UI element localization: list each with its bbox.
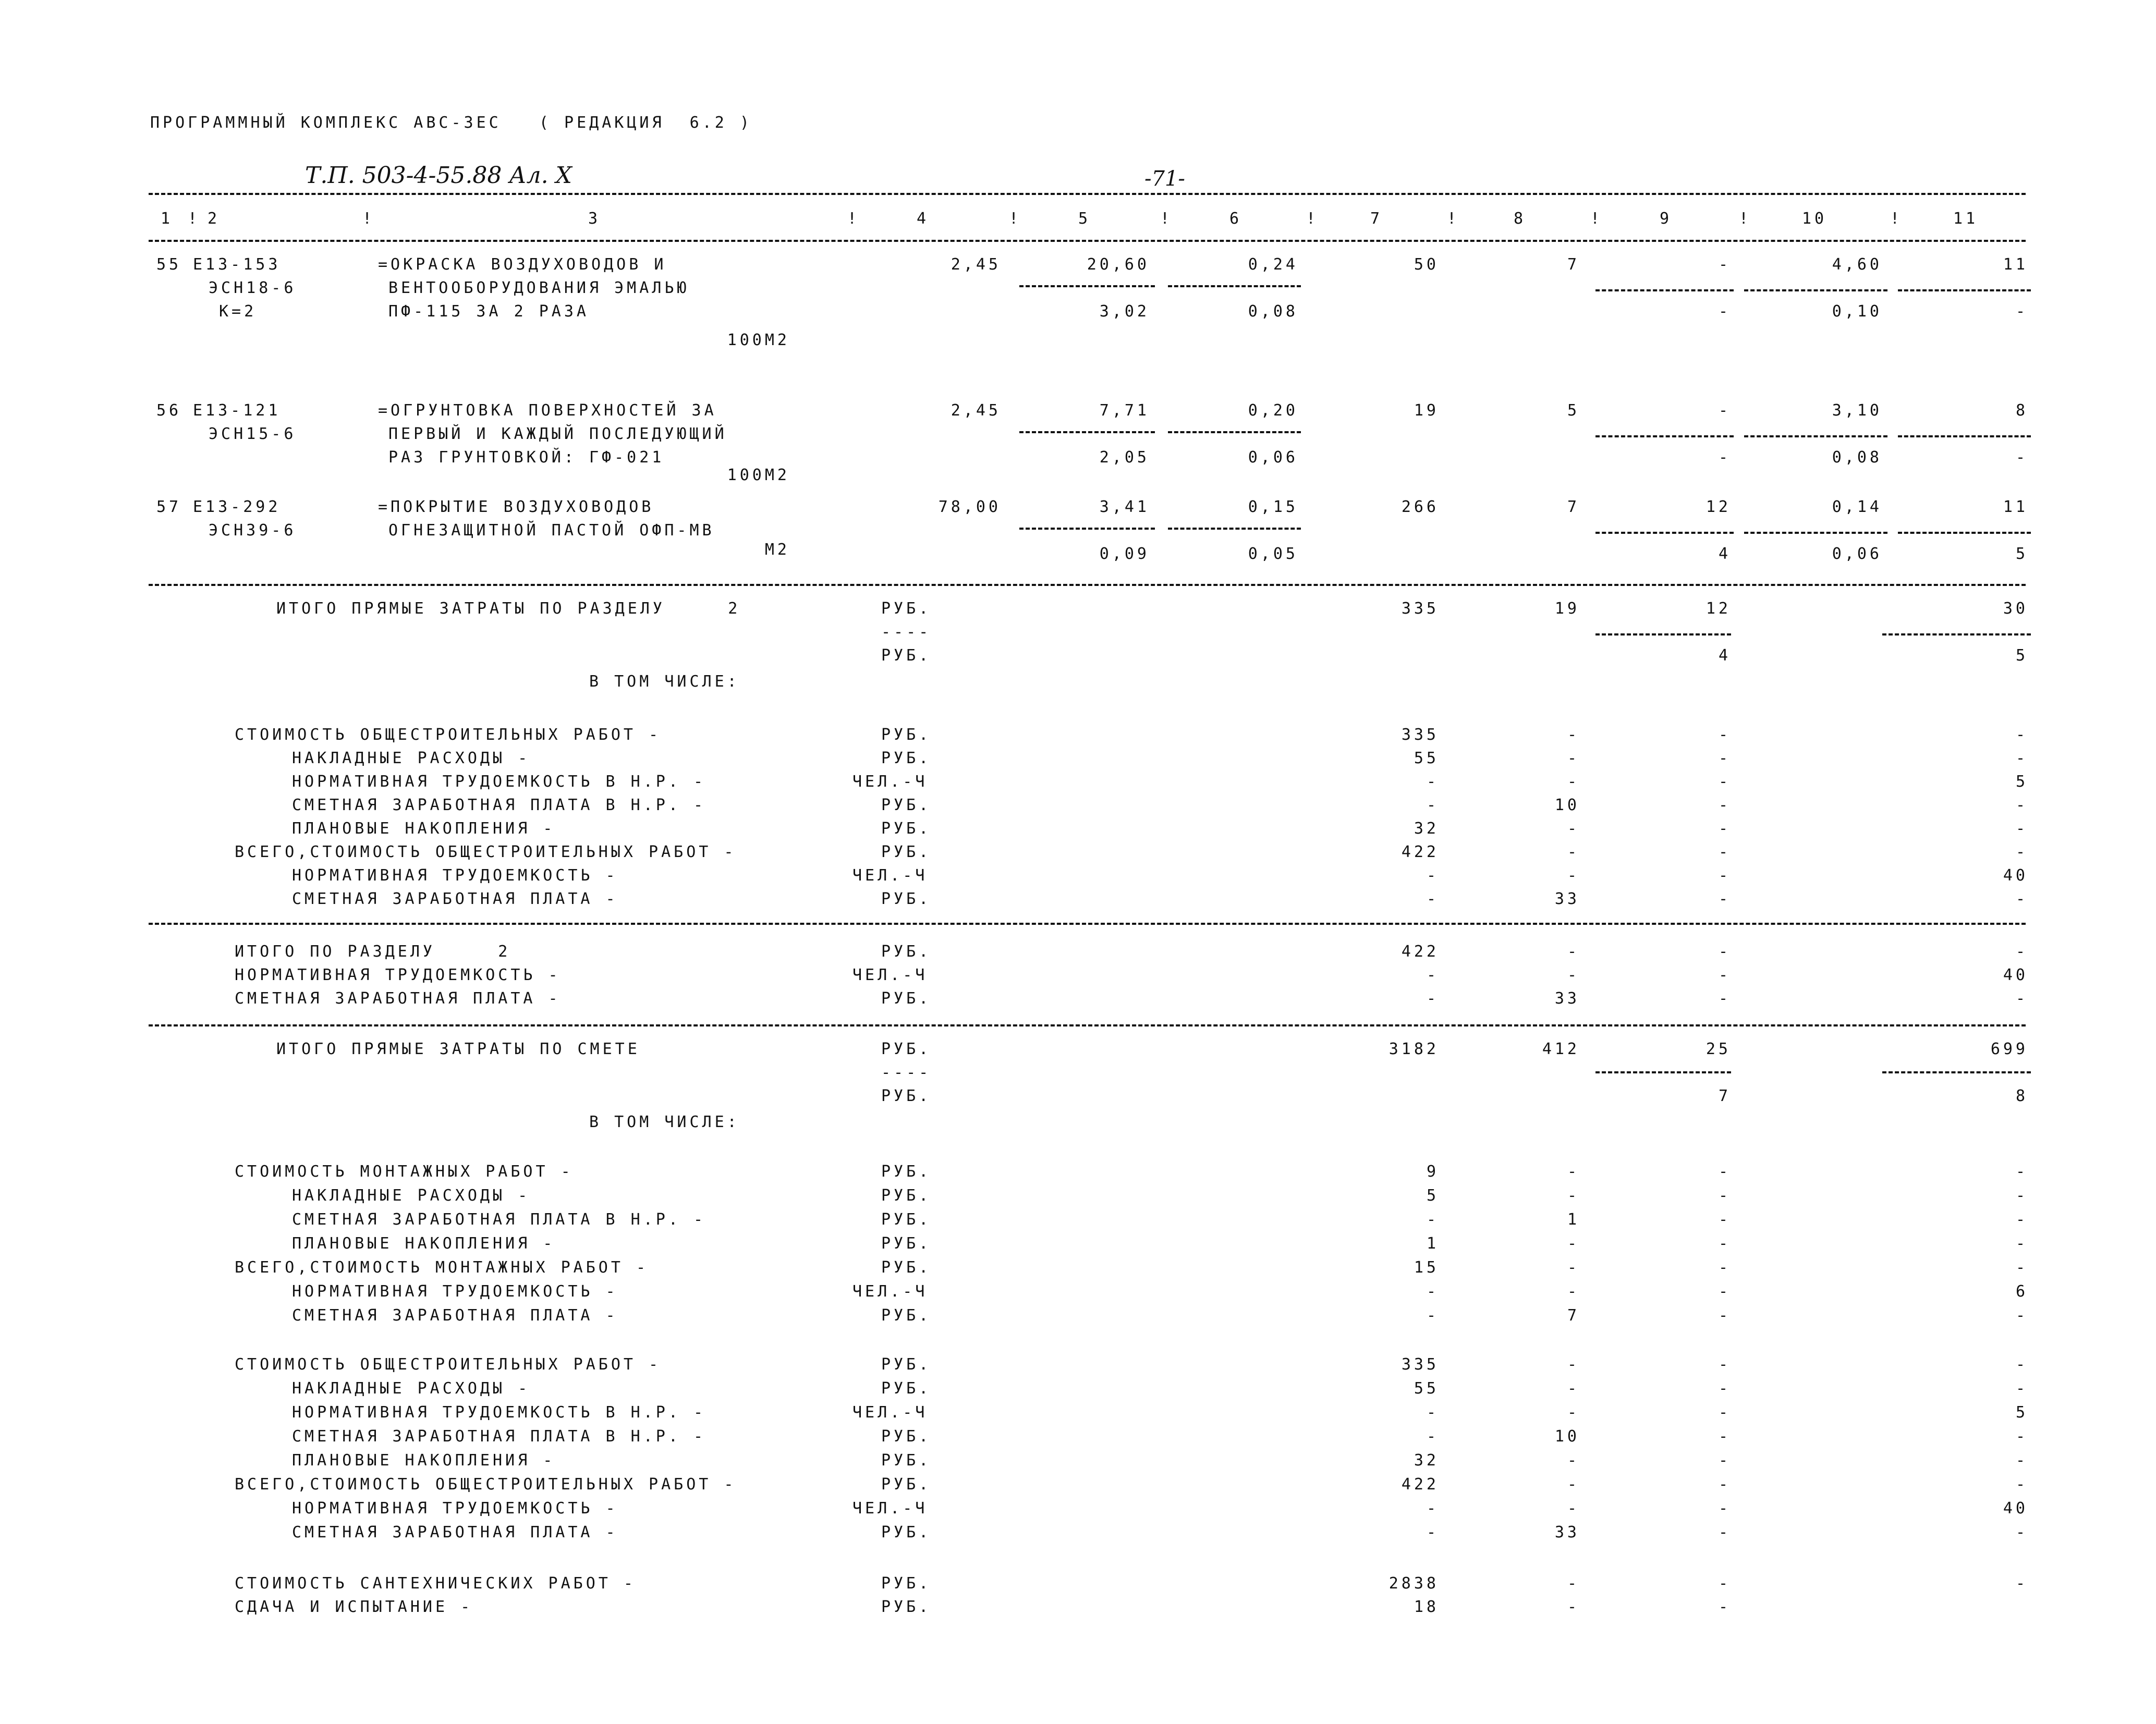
estimate-total-dash: ---- [881, 1063, 932, 1082]
page-number: -71- [1144, 167, 1185, 191]
general-works-row-labor: - [2015, 820, 2028, 838]
general-works-row-machine: - [1718, 1475, 1731, 1494]
column-number-10: 10 [1801, 210, 1828, 228]
machine-separator [1898, 532, 2031, 534]
general-works-row-unit: РУБ. [881, 1523, 932, 1542]
general-works-row-wage: - [1567, 749, 1580, 767]
machine-labor-total: - [2015, 302, 2028, 321]
item-code: Е13-292 [193, 498, 281, 516]
column-number-9: 9 [1659, 210, 1673, 228]
labor-norm: 3,10 [1832, 401, 1882, 420]
column-divider: ! [1739, 210, 1752, 228]
installation-works-row-label: СМЕТНАЯ ЗАРАБОТНАЯ ПЛАТА В Н.Р. - [292, 1211, 707, 1229]
total-wage: 5 [1567, 401, 1580, 420]
general-works-row-cost: - [1426, 1403, 1439, 1422]
general-works-row-machine: - [1718, 726, 1731, 744]
item-code-secondary: ЭСН39-6 [209, 521, 297, 540]
installation-works-row-labor: - [2015, 1187, 2028, 1205]
general-works-row-unit: РУБ. [881, 1427, 932, 1446]
general-works-row-labor: - [2015, 843, 2028, 861]
table-top-border [149, 193, 2026, 195]
machine-separator [1898, 289, 2031, 291]
section-summary-row-unit: РУБ. [881, 943, 932, 961]
general-works-row-cost: - [1426, 866, 1439, 885]
unit-price: 7,71 [1099, 401, 1150, 420]
general-works-row-cost: - [1426, 1427, 1439, 1446]
total-wage: 7 [1567, 255, 1580, 274]
machine-labor-norm: 0,06 [1832, 545, 1882, 563]
item-code: Е13-121 [193, 401, 281, 420]
general-works-row-cost: 335 [1401, 1355, 1439, 1374]
plumbing-works-row-wage: - [1567, 1574, 1580, 1593]
machine-wage: - [1718, 302, 1731, 321]
general-works-row-machine: - [1718, 773, 1731, 791]
installation-works-row-unit: ЧЕЛ.-Ч [852, 1282, 928, 1301]
column-number-5: 5 [1078, 210, 1091, 228]
general-works-row-label: СМЕТНАЯ ЗАРАБОТНАЯ ПЛАТА В Н.Р. - [292, 1427, 707, 1446]
item-code-secondary: ЭСН18-6 [209, 279, 297, 297]
price-separator [1019, 528, 1155, 530]
installation-works-row-machine: - [1718, 1258, 1731, 1277]
installation-works-row-labor: - [2015, 1211, 2028, 1229]
plumbing-works-row-machine: - [1718, 1574, 1731, 1593]
column-divider: ! [1590, 210, 1603, 228]
general-works-row-wage: - [1567, 773, 1580, 791]
item-description-line: ПФ-115 ЗА 2 РАЗА [388, 302, 589, 321]
block-separator [149, 1024, 2026, 1026]
item-description-line: =ПОКРЫТИЕ ВОЗДУХОВОДОВ [378, 498, 654, 516]
installation-works-row-label: СТОИМОСТЬ МОНТАЖНЫХ РАБОТ - [235, 1163, 574, 1181]
item-number: 57 [156, 498, 182, 516]
column-number-7: 7 [1370, 210, 1383, 228]
installation-works-row-wage: - [1567, 1282, 1580, 1301]
plumbing-works-row-labor: - [2015, 1574, 2028, 1593]
section-summary-row-wage: - [1567, 966, 1580, 984]
general-works-row-unit: ЧЕЛ.-Ч [852, 866, 928, 885]
general-works-row-labor: 5 [2015, 1403, 2028, 1422]
total-cost: 266 [1401, 498, 1439, 516]
unit-price: 3,41 [1099, 498, 1150, 516]
section-summary-row-labor: - [2015, 989, 2028, 1008]
general-works-row-label: ПЛАНОВЫЕ НАКОПЛЕНИЯ - [292, 820, 556, 838]
installation-works-row-machine: - [1718, 1306, 1731, 1325]
installation-works-row-machine: - [1718, 1163, 1731, 1181]
general-works-row-machine: - [1718, 890, 1731, 908]
labor-total: 11 [2003, 498, 2028, 516]
machine-separator [1595, 435, 1734, 437]
installation-works-row-label: НОРМАТИВНАЯ ТРУДОЕМКОСТЬ - [292, 1282, 618, 1301]
column-divider: ! [362, 210, 375, 228]
general-works-row-machine: - [1718, 1499, 1731, 1518]
general-works-row-wage: - [1567, 1379, 1580, 1398]
estimate-total-label: ИТОГО ПРЯМЫЕ ЗАТРАТЫ ПО СМЕТЕ [276, 1040, 640, 1058]
general-works-row-machine: - [1718, 1355, 1731, 1374]
general-works-row-labor: - [2015, 1451, 2028, 1470]
unit-machine-wage: 0,06 [1248, 448, 1298, 467]
machine-wage: - [1718, 448, 1731, 467]
section-summary-row-label: НОРМАТИВНАЯ ТРУДОЕМКОСТЬ - [235, 966, 561, 984]
item-description-line: РАЗ ГРУНТОВКОЙ: ГФ-021 [388, 448, 665, 467]
plumbing-works-row-machine: - [1718, 1598, 1731, 1616]
section-total-unit: РУБ. [881, 600, 932, 618]
section-total-cost: 335 [1401, 600, 1439, 618]
general-works-row-labor: - [2015, 1379, 2028, 1398]
general-works-row-machine: - [1718, 866, 1731, 885]
general-works-row-label: СМЕТНАЯ ЗАРАБОТНАЯ ПЛАТА - [292, 890, 618, 908]
sub-separator [1882, 633, 2031, 635]
item-code-secondary: ЭСН15-6 [209, 425, 297, 443]
total-cost: 19 [1414, 401, 1439, 420]
items-bottom-border [149, 584, 2026, 586]
installation-works-row-cost: - [1426, 1306, 1439, 1325]
unit-wage: 0,15 [1248, 498, 1298, 516]
section-total-machine-wage: 4 [1718, 646, 1731, 665]
installation-works-row-unit: РУБ. [881, 1211, 932, 1229]
general-works-row-machine: - [1718, 843, 1731, 861]
general-works-row-labor: - [2015, 1523, 2028, 1542]
item-description-line: ВЕНТООБОРУДОВАНИЯ ЭМАЛЬЮ [388, 279, 690, 297]
general-works-row-machine: - [1718, 1451, 1731, 1470]
installation-works-row-label: ВСЕГО,СТОИМОСТЬ МОНТАЖНЫХ РАБОТ - [235, 1258, 649, 1277]
section-summary-row-cost: - [1426, 966, 1439, 984]
general-works-row-labor: - [2015, 749, 2028, 767]
general-works-row-machine: - [1718, 796, 1731, 814]
unit-wage: 0,24 [1248, 255, 1298, 274]
installation-works-row-labor: - [2015, 1234, 2028, 1253]
installation-works-row-cost: 5 [1426, 1187, 1439, 1205]
installation-works-row-wage: - [1567, 1258, 1580, 1277]
section-summary-row-unit: РУБ. [881, 989, 932, 1008]
item-unit: М2 [764, 541, 790, 559]
general-works-row-label: СМЕТНАЯ ЗАРАБОТНАЯ ПЛАТА В Н.Р. - [292, 796, 707, 814]
general-works-row-label: НАКЛАДНЫЕ РАСХОДЫ - [292, 1379, 531, 1398]
estimate-total-machine-labor: 8 [2015, 1087, 2028, 1105]
general-works-row-wage: - [1567, 726, 1580, 744]
unit-machine-cost: 0,09 [1099, 545, 1150, 563]
general-works-row-unit: РУБ. [881, 1451, 932, 1470]
item-description-line: =ОКРАСКА ВОЗДУХОВОДОВ И [378, 255, 667, 274]
general-works-row-label: НОРМАТИВНАЯ ТРУДОЕМКОСТЬ В Н.Р. - [292, 1403, 707, 1422]
estimate-total-machine: 25 [1706, 1040, 1731, 1058]
general-works-row-cost: 55 [1414, 749, 1439, 767]
section-total-label: ИТОГО ПРЯМЫЕ ЗАТРАТЫ ПО РАЗДЕЛУ 2 [276, 600, 741, 618]
machine-labor-norm: 0,10 [1832, 302, 1882, 321]
plumbing-works-row-label: СДАЧА И ИСПЫТАНИЕ - [235, 1598, 473, 1616]
unit-wage: 0,20 [1248, 401, 1298, 420]
item-code: Е13-153 [193, 255, 281, 274]
general-works-row-unit: РУБ. [881, 1355, 932, 1374]
general-works-row-unit: РУБ. [881, 726, 932, 744]
section-total-unit-machine: РУБ. [881, 646, 932, 665]
unit-machine-cost: 2,05 [1099, 448, 1150, 467]
labor-total: 8 [2015, 401, 2028, 420]
including-label: В ТОМ ЧИСЛЕ: [589, 1113, 740, 1131]
installation-works-row-cost: 1 [1426, 1234, 1439, 1253]
installation-works-row-cost: - [1426, 1211, 1439, 1229]
section-summary-row-wage: - [1567, 943, 1580, 961]
general-works-row-cost: - [1426, 890, 1439, 908]
installation-works-row-wage: - [1567, 1163, 1580, 1181]
section-total-labor: 30 [2003, 600, 2028, 618]
general-works-row-wage: - [1567, 866, 1580, 885]
section-summary-row-machine: - [1718, 989, 1731, 1008]
installation-works-row-unit: РУБ. [881, 1258, 932, 1277]
total-cost: 50 [1414, 255, 1439, 274]
column-number-11: 11 [1953, 210, 1979, 228]
general-works-row-wage: - [1567, 1451, 1580, 1470]
program-title: ПРОГРАММНЫЙ КОМПЛЕКС АВС-3ЕС ( РЕДАКЦИЯ 6.2 ) [150, 114, 752, 132]
general-works-row-cost: 335 [1401, 726, 1439, 744]
total-machine: 12 [1706, 498, 1731, 516]
general-works-row-label: ВСЕГО,СТОИМОСТЬ ОБЩЕСТРОИТЕЛЬНЫХ РАБОТ - [235, 1475, 737, 1494]
item-number: 56 [156, 401, 182, 420]
general-works-row-cost: - [1426, 1499, 1439, 1518]
item-description-line: =ОГРУНТОВКА ПОВЕРХНОСТЕЙ ЗА [378, 401, 717, 420]
section-summary-row-machine: - [1718, 966, 1731, 984]
general-works-row-label: НАКЛАДНЫЕ РАСХОДЫ - [292, 749, 531, 767]
plumbing-works-row-cost: 2838 [1388, 1574, 1439, 1593]
column-divider: ! [1306, 210, 1319, 228]
section-summary-row-labor: - [2015, 943, 2028, 961]
section-summary-row-label: СМЕТНАЯ ЗАРАБОТНАЯ ПЛАТА - [235, 989, 561, 1008]
general-works-row-labor: - [2015, 1427, 2028, 1446]
column-divider: ! [1890, 210, 1903, 228]
general-works-row-label: НОРМАТИВНАЯ ТРУДОЕМКОСТЬ - [292, 866, 618, 885]
general-works-row-unit: РУБ. [881, 820, 932, 838]
item-description-line: ОГНЕЗАЩИТНОЙ ПАСТОЙ ОФП-МВ [388, 521, 715, 540]
installation-works-row-labor: - [2015, 1306, 2028, 1325]
general-works-row-labor: - [2015, 1475, 2028, 1494]
machine-separator [1595, 532, 1734, 534]
installation-works-row-machine: - [1718, 1234, 1731, 1253]
general-works-row-labor: - [2015, 726, 2028, 744]
section-summary-row-cost: - [1426, 989, 1439, 1008]
installation-works-row-machine: - [1718, 1282, 1731, 1301]
general-works-row-machine: - [1718, 749, 1731, 767]
plumbing-works-row-label: СТОИМОСТЬ САНТЕХНИЧЕСКИХ РАБОТ - [235, 1574, 636, 1593]
general-works-row-labor: - [2015, 890, 2028, 908]
installation-works-row-wage: 7 [1567, 1306, 1580, 1325]
installation-works-row-cost: - [1426, 1282, 1439, 1301]
general-works-row-wage: - [1567, 1355, 1580, 1374]
general-works-row-unit: ЧЕЛ.-Ч [852, 1499, 928, 1518]
section-summary-row-machine: - [1718, 943, 1731, 961]
including-label: В ТОМ ЧИСЛЕ: [589, 673, 740, 691]
general-works-row-cost: - [1426, 773, 1439, 791]
column-number-4: 4 [916, 210, 930, 228]
installation-works-row-wage: - [1567, 1187, 1580, 1205]
installation-works-row-unit: РУБ. [881, 1234, 932, 1253]
item-unit: 100М2 [727, 466, 790, 484]
installation-works-row-label: СМЕТНАЯ ЗАРАБОТНАЯ ПЛАТА - [292, 1306, 618, 1325]
machine-separator [1744, 289, 1887, 291]
plumbing-works-row-unit: РУБ. [881, 1574, 932, 1593]
general-works-row-labor: 5 [2015, 773, 2028, 791]
unit-machine-wage: 0,08 [1248, 302, 1298, 321]
estimate-total-labor: 699 [1990, 1040, 2028, 1058]
section-total-machine-labor: 5 [2015, 646, 2028, 665]
general-works-row-machine: - [1718, 1379, 1731, 1398]
general-works-row-wage: 10 [1554, 1427, 1580, 1446]
sub-separator [1595, 1071, 1731, 1073]
column-number-3: 3 [588, 210, 601, 228]
general-works-row-wage: - [1567, 1499, 1580, 1518]
general-works-row-label: СТОИМОСТЬ ОБЩЕСТРОИТЕЛЬНЫХ РАБОТ - [235, 1355, 662, 1374]
general-works-row-unit: РУБ. [881, 749, 932, 767]
general-works-row-unit: ЧЕЛ.-Ч [852, 773, 928, 791]
general-works-row-labor: 40 [2003, 1499, 2028, 1518]
plumbing-works-row-unit: РУБ. [881, 1598, 932, 1616]
machine-separator [1744, 435, 1887, 437]
estimate-total-wage: 412 [1542, 1040, 1580, 1058]
item-number: 55 [156, 255, 182, 274]
general-works-row-wage: - [1567, 1403, 1580, 1422]
general-works-row-wage: 33 [1554, 890, 1580, 908]
general-works-row-cost: - [1426, 1523, 1439, 1542]
section-summary-row-labor: 40 [2003, 966, 2028, 984]
item-quantity: 2,45 [951, 401, 1001, 420]
total-wage: 7 [1567, 498, 1580, 516]
general-works-row-cost: 32 [1414, 1451, 1439, 1470]
general-works-row-label: НОРМАТИВНАЯ ТРУДОЕМКОСТЬ В Н.Р. - [292, 773, 707, 791]
column-divider: ! [1447, 210, 1460, 228]
general-works-row-unit: РУБ. [881, 843, 932, 861]
labor-norm: 0,14 [1832, 498, 1882, 516]
item-coefficient: К=2 [219, 302, 257, 321]
general-works-row-unit: РУБ. [881, 1379, 932, 1398]
general-works-row-cost: 422 [1401, 843, 1439, 861]
installation-works-row-wage: 1 [1567, 1211, 1580, 1229]
general-works-row-label: НОРМАТИВНАЯ ТРУДОЕМКОСТЬ - [292, 1499, 618, 1518]
price-separator [1019, 431, 1155, 433]
general-works-row-cost: - [1426, 796, 1439, 814]
sub-separator [1882, 1071, 2031, 1073]
total-machine: - [1718, 255, 1731, 274]
general-works-row-wage: - [1567, 1475, 1580, 1494]
estimate-total-unit-machine: РУБ. [881, 1087, 932, 1105]
installation-works-row-machine: - [1718, 1211, 1731, 1229]
machine-separator [1898, 435, 2031, 437]
general-works-row-wage: - [1567, 843, 1580, 861]
unit-machine-wage: 0,05 [1248, 545, 1298, 563]
installation-works-row-cost: 15 [1414, 1258, 1439, 1277]
general-works-row-unit: РУБ. [881, 1475, 932, 1494]
item-description-line: ПЕРВЫЙ И КАЖДЫЙ ПОСЛЕДУЮЩИЙ [388, 425, 727, 443]
machine-wage: 4 [1718, 545, 1731, 563]
column-divider: ! [847, 210, 860, 228]
column-divider: ! [1160, 210, 1173, 228]
installation-works-row-unit: РУБ. [881, 1306, 932, 1325]
estimate-total-unit: РУБ. [881, 1040, 932, 1058]
column-number-2: 2 [207, 210, 221, 228]
section-summary-row-unit: ЧЕЛ.-Ч [852, 966, 928, 984]
column-divider: ! [1009, 210, 1022, 228]
general-works-row-cost: 32 [1414, 820, 1439, 838]
general-works-row-machine: - [1718, 1523, 1731, 1542]
general-works-row-labor: 40 [2003, 866, 2028, 885]
general-works-row-label: ПЛАНОВЫЕ НАКОПЛЕНИЯ - [292, 1451, 556, 1470]
price-separator [1019, 285, 1155, 287]
installation-works-row-unit: РУБ. [881, 1163, 932, 1181]
unit-machine-cost: 3,02 [1099, 302, 1150, 321]
column-divider: ! [188, 210, 201, 228]
price-separator [1168, 528, 1301, 530]
installation-works-row-label: ПЛАНОВЫЕ НАКОПЛЕНИЯ - [292, 1234, 556, 1253]
general-works-row-wage: 10 [1554, 796, 1580, 814]
general-works-row-labor: - [2015, 796, 2028, 814]
installation-works-row-label: НАКЛАДНЫЕ РАСХОДЫ - [292, 1187, 531, 1205]
general-works-row-cost: 55 [1414, 1379, 1439, 1398]
general-works-row-label: СМЕТНАЯ ЗАРАБОТНАЯ ПЛАТА - [292, 1523, 618, 1542]
installation-works-row-cost: 9 [1426, 1163, 1439, 1181]
installation-works-row-wage: - [1567, 1234, 1580, 1253]
installation-works-row-machine: - [1718, 1187, 1731, 1205]
unit-price: 20,60 [1087, 255, 1150, 274]
general-works-row-unit: РУБ. [881, 796, 932, 814]
general-works-row-unit: ЧЕЛ.-Ч [852, 1403, 928, 1422]
installation-works-row-labor: - [2015, 1163, 2028, 1181]
section-total-wage: 19 [1554, 600, 1580, 618]
machine-separator [1595, 289, 1734, 291]
section-total-dash: ---- [881, 623, 932, 641]
section-summary-row-label: ИТОГО ПО РАЗДЕЛУ 2 [235, 943, 511, 961]
total-machine: - [1718, 401, 1731, 420]
item-quantity: 78,00 [938, 498, 1001, 516]
section-summary-row-cost: 422 [1401, 943, 1439, 961]
header-bottom-border [149, 240, 2026, 242]
labor-norm: 4,60 [1832, 255, 1882, 274]
general-works-row-machine: - [1718, 1427, 1731, 1446]
estimate-total-machine-wage: 7 [1718, 1087, 1731, 1105]
general-works-row-cost: 422 [1401, 1475, 1439, 1494]
column-number-1: 1 [160, 210, 174, 228]
section-summary-row-wage: 33 [1554, 989, 1580, 1008]
item-unit: 100М2 [727, 331, 790, 349]
price-separator [1168, 431, 1301, 433]
general-works-row-labor: - [2015, 1355, 2028, 1374]
block-separator [149, 923, 2026, 925]
plumbing-works-row-cost: 18 [1414, 1598, 1439, 1616]
general-works-row-wage: - [1567, 820, 1580, 838]
machine-labor-total: - [2015, 448, 2028, 467]
installation-works-row-labor: 6 [2015, 1282, 2028, 1301]
plumbing-works-row-wage: - [1567, 1598, 1580, 1616]
general-works-row-machine: - [1718, 820, 1731, 838]
sub-separator [1595, 633, 1731, 635]
installation-works-row-unit: РУБ. [881, 1187, 932, 1205]
column-number-8: 8 [1513, 210, 1527, 228]
general-works-row-wage: 33 [1554, 1523, 1580, 1542]
machine-labor-norm: 0,08 [1832, 448, 1882, 467]
column-number-6: 6 [1229, 210, 1243, 228]
general-works-row-machine: - [1718, 1403, 1731, 1422]
item-quantity: 2,45 [951, 255, 1001, 274]
general-works-row-unit: РУБ. [881, 890, 932, 908]
general-works-row-label: ВСЕГО,СТОИМОСТЬ ОБЩЕСТРОИТЕЛЬНЫХ РАБОТ - [235, 843, 737, 861]
installation-works-row-labor: - [2015, 1258, 2028, 1277]
document-reference: Т.П. 503-4-55.88 Ал. Х [305, 162, 572, 189]
labor-total: 11 [2003, 255, 2028, 274]
estimate-total-cost: 3182 [1388, 1040, 1439, 1058]
section-total-machine: 12 [1706, 600, 1731, 618]
machine-separator [1744, 532, 1887, 534]
price-separator [1168, 285, 1301, 287]
general-works-row-label: СТОИМОСТЬ ОБЩЕСТРОИТЕЛЬНЫХ РАБОТ - [235, 726, 662, 744]
machine-labor-total: 5 [2015, 545, 2028, 563]
